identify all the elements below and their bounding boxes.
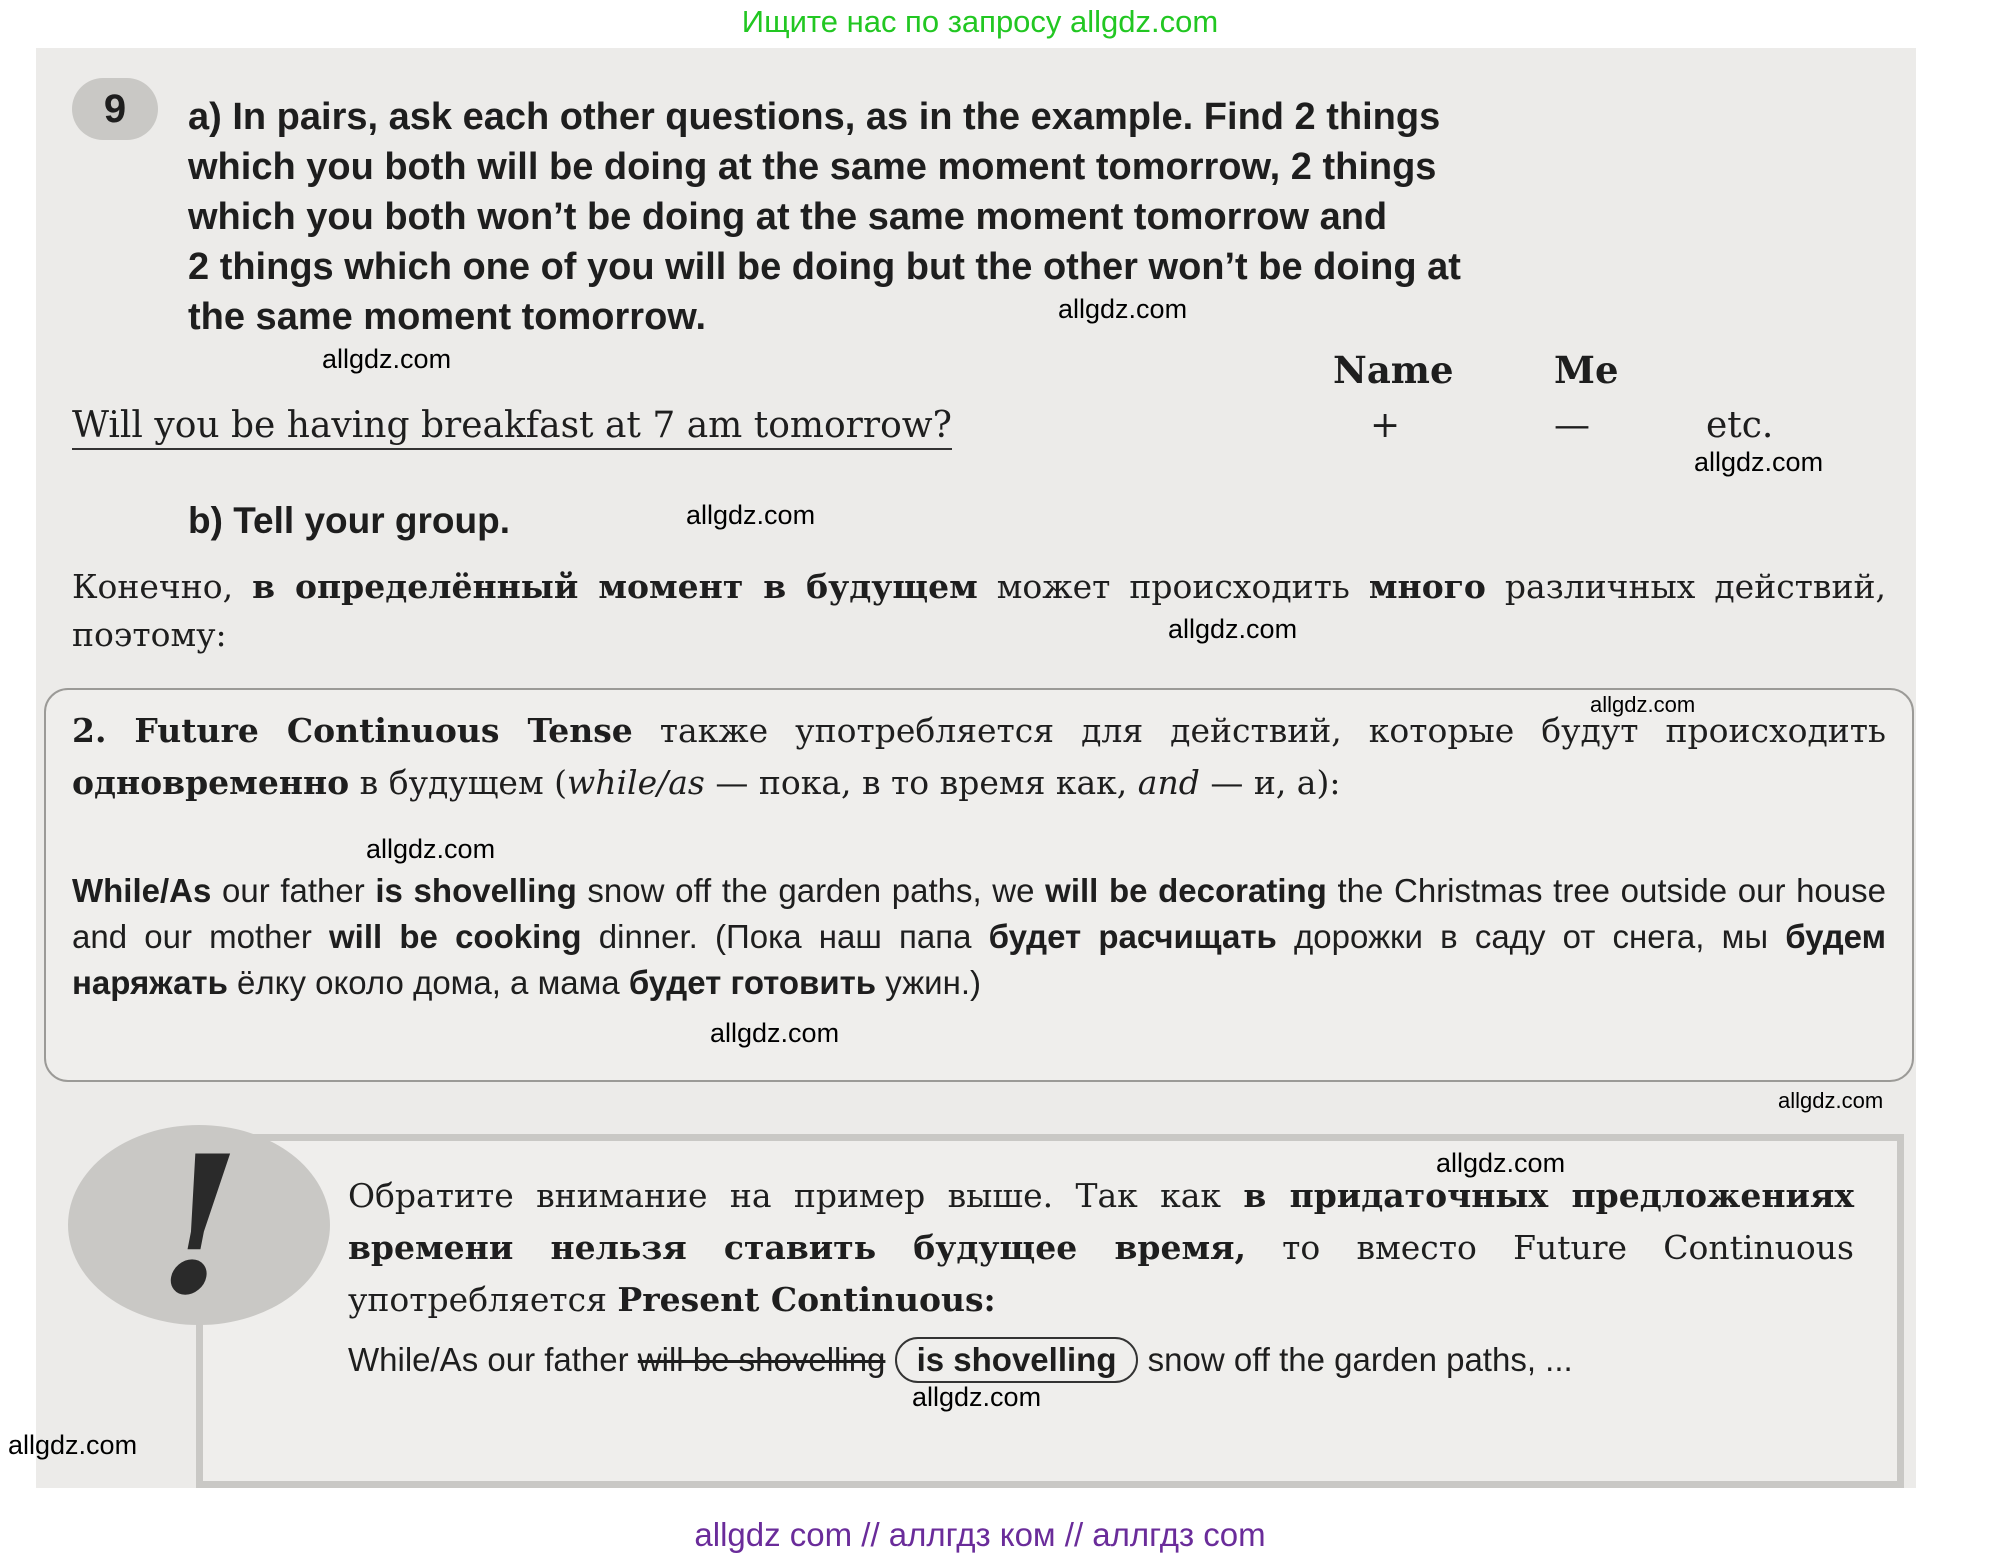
- watermark: allgdz.com: [1778, 1088, 1884, 1113]
- watermark: allgdz.com: [912, 1382, 1042, 1412]
- exclamation-icon: !: [157, 1113, 241, 1337]
- example-question: Will you be having breakfast at 7 am tomorrow?: [72, 405, 952, 450]
- watermark: allgdz.com: [322, 344, 452, 374]
- task-b-text: b) Tell your group.: [188, 500, 511, 541]
- watermark: allgdz.com: [686, 500, 816, 530]
- column-header-me: Me: [1554, 348, 1619, 392]
- watermark: allgdz.com: [1694, 447, 1824, 477]
- exercise-number-badge: 9: [72, 78, 158, 140]
- grammar-rule-example: While/As our father is shovelling snow off the garden paths, we will be decorating the Christmas tree outside our house and our mother will be cooking dinner. (Пока наш папа будет расчищать дорожки в саду от снега, мы будем наряжать ёлку около дома, а мама будет готовить ужин.): [72, 872, 1886, 1001]
- watermark: allgdz.com: [1436, 1148, 1566, 1178]
- etc-mark: etc.: [1706, 405, 1774, 446]
- circled-form: is shovelling: [895, 1337, 1139, 1383]
- attention-badge: [68, 1113, 330, 1337]
- intro-paragraph: Конечно, в определённый момент в будущем может происходить много различных действий, поэтому:: [72, 567, 1886, 654]
- top-banner: Ищите нас по запросу allgdz.com: [741, 4, 1219, 39]
- struck-out-form: will be shovelling: [637, 1341, 886, 1378]
- watermark: allgdz.com: [366, 834, 496, 864]
- watermark: allgdz.com: [8, 1430, 138, 1460]
- bottom-banner: allgdz com // аллгдз ком // аллгдз com: [694, 1516, 1266, 1553]
- watermark: allgdz.com: [1058, 294, 1188, 324]
- grammar-rule-text: 2. Future Continuous Tense также употребляется для действий, которые будут происходить одновременно в будущем (while/as — пока, в то время как, and — и, а):: [72, 711, 1886, 802]
- minus-mark: —: [1554, 405, 1590, 446]
- task-a-text: a) In pairs, ask each other questions, as in the example. Find 2 things which you both will be doing at the same moment tomorrow, 2 things which you both won’t be doing at the same moment tomorrow and 2 things which one of you will be doing but the other won’t be doing at the same moment tomorrow.: [188, 96, 1461, 338]
- plus-mark: +: [1370, 405, 1401, 446]
- attention-note-example: While/As our father will be shovelling is shovelling snow off the garden paths, ...: [348, 1334, 1854, 1386]
- column-header-name: Name: [1333, 348, 1454, 392]
- watermark: allgdz.com: [1590, 692, 1696, 717]
- watermark: allgdz.com: [1168, 614, 1298, 644]
- attention-note-text: Обратите внимание на пример выше. Так как в придаточных предложениях времени нельзя ставить будущее время, то вместо Future Continuous употребляется Present Continuous:: [348, 1176, 1854, 1319]
- watermark: allgdz.com: [710, 1018, 840, 1048]
